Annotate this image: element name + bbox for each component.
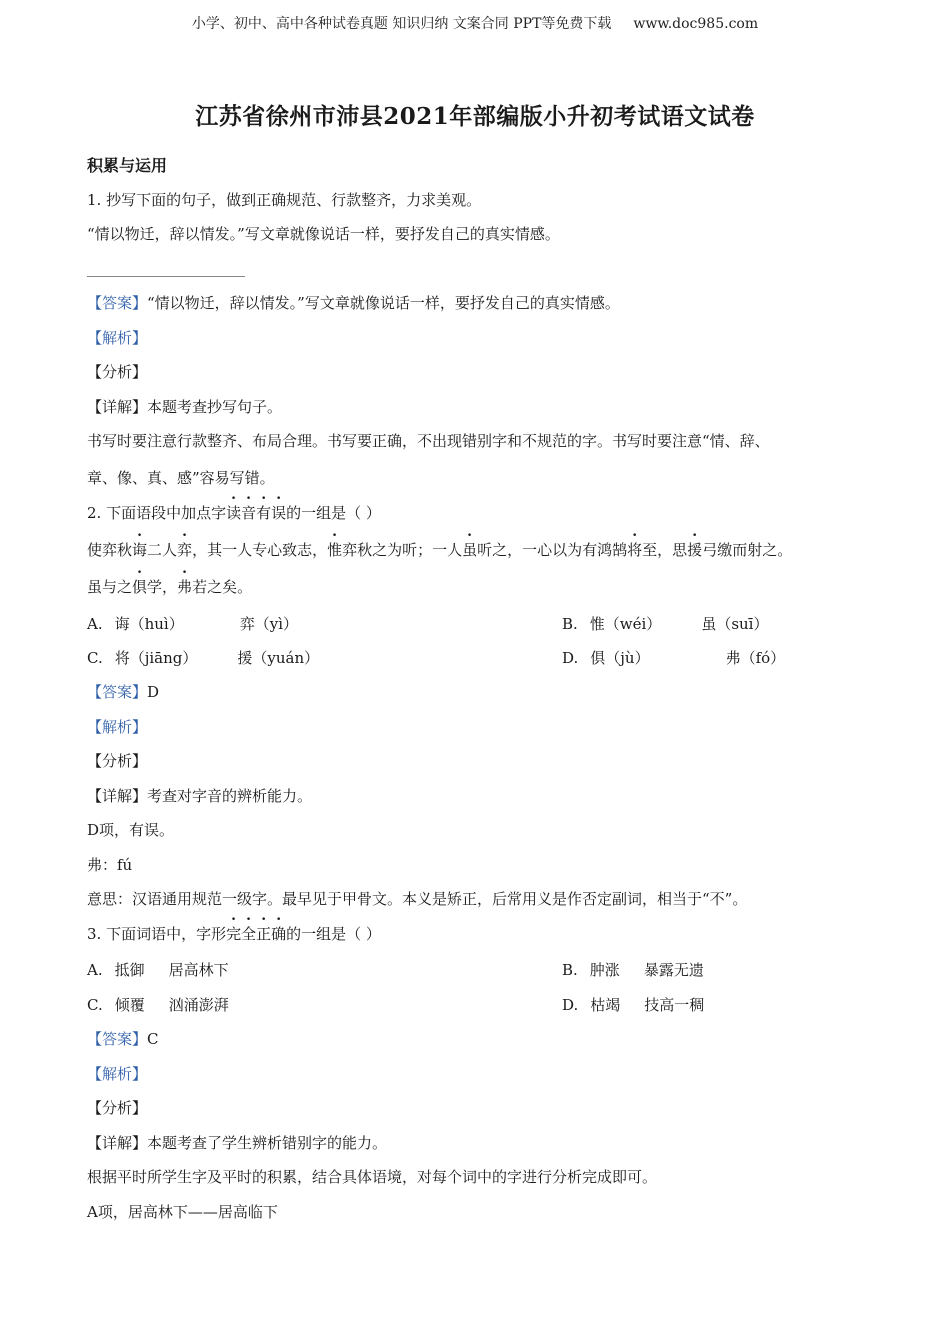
option-word-2: 弗（fó） (725, 649, 786, 667)
option-word-2: 暴露无遗 (643, 961, 704, 979)
detail-tag: 【详解】 (87, 787, 148, 805)
dotted-char: 诲 (132, 541, 148, 559)
q3-answer (87, 1029, 159, 1049)
q2-line-d: D项，有误。 (87, 821, 175, 839)
passage-text: 听之，一心以为有鸿鹄 (477, 541, 628, 559)
option-word-2: 技高一稠 (644, 996, 705, 1014)
q2-option-d[interactable] (562, 648, 785, 668)
q2-options-row-1 (87, 614, 950, 634)
q2-passage-line-2 (87, 577, 252, 597)
option-word-1: 俱（jù） (590, 649, 650, 667)
passage-text: 弓缴而射之。 (702, 541, 793, 559)
option-word-1: 惟（wéi） (589, 615, 662, 633)
option-word-2: 居高林下 (168, 961, 229, 979)
passage-text: 使弈秋 (87, 541, 133, 559)
passage-text: 学， (147, 578, 178, 596)
passage-text: 若之矣。 (192, 578, 253, 596)
option-label: D. (562, 649, 579, 667)
option-word-2: 援（yuán） (237, 649, 320, 667)
dotted-char: 惟 (327, 541, 343, 559)
option-label: A. (87, 961, 103, 979)
answer-tag: 【答案】 (87, 683, 148, 701)
q3-options-row-1 (87, 960, 950, 980)
q2-line-meaning: 意思：汉语通用规范一级字。最早见于甲骨文。本义是矫正，后常用义是作否定副词，相当于“不”。 (87, 890, 748, 908)
answer-text: “情以物迁，辞以情发。”写文章就像说话一样，要抒发自己的真实情感。 (147, 294, 620, 312)
q2-passage-line-1 (87, 540, 792, 560)
q2-fenxi: 【分析】 (87, 752, 148, 770)
option-word-1: 倾覆 (114, 996, 145, 1014)
option-word-1: 抵御 (114, 961, 145, 979)
dotted-char: 正 (256, 925, 272, 943)
q1-answer-blank[interactable] (87, 276, 245, 277)
option-label: A. (87, 615, 103, 633)
q3-detail (87, 1133, 387, 1153)
option-word-2: 弈（yì） (239, 615, 299, 633)
q3-stem (87, 924, 381, 944)
answer-text: D (147, 683, 160, 701)
passage-text: 弈秋之为听；一人 (342, 541, 463, 559)
answer-tag: 【答案】 (87, 1030, 148, 1048)
detail-text: 考查对字音的辨析能力。 (147, 787, 313, 805)
q2-option-c[interactable] (87, 649, 319, 667)
q2-options-row-2 (87, 648, 950, 668)
option-word-1: 将（jiāng） (114, 649, 198, 667)
dotted-char: 有 (256, 504, 272, 522)
option-label: B. (562, 961, 578, 979)
option-word-1: 枯竭 (590, 996, 621, 1014)
q3-option-a[interactable] (87, 961, 229, 979)
q1-detail (87, 397, 282, 417)
q3-method: 根据平时所学生字及平时的积累，结合具体语境，对每个词中的字进行分析完成即可。 (87, 1168, 658, 1186)
option-word-2: 汹涌澎湃 (168, 996, 229, 1014)
header-text: 小学、初中、高中各种试卷真题 知识归纳 文案合同 PPT等免费下载 (191, 16, 612, 32)
section-heading: 积累与运用 (87, 156, 168, 175)
q1-sentence: “情以物迁，辞以情发。”写文章就像说话一样，要抒发自己的真实情感。 (87, 225, 560, 243)
q2-jiexi: 【解析】 (87, 718, 148, 736)
passage-text: 虽与之 (87, 578, 133, 596)
exam-title: 江苏省徐州市沛县2021年部编版小升初考试语文试卷 (195, 103, 755, 130)
q3-fenxi: 【分析】 (87, 1099, 148, 1117)
q2-line-fu: 弗：fú (87, 856, 133, 874)
detail-tag: 【详解】 (87, 398, 148, 416)
detail-tag: 【详解】 (87, 1134, 148, 1152)
q3-option-d[interactable] (562, 995, 704, 1015)
option-label: C. (87, 649, 103, 667)
option-word-1: 肿涨 (589, 961, 620, 979)
q3-option-b[interactable] (562, 960, 704, 980)
dotted-char: 完 (226, 925, 242, 943)
option-label: D. (562, 996, 579, 1014)
q3-line-a: A项，居高林下——居高临下 (87, 1203, 278, 1221)
passage-text: ，其一人专心致志， (192, 541, 328, 559)
dotted-char: 弈 (177, 541, 193, 559)
q3-option-c[interactable] (87, 996, 229, 1014)
dotted-char: 虽 (462, 541, 478, 559)
q2-answer (87, 682, 159, 702)
detail-text: 本题考查抄写句子。 (147, 398, 283, 416)
option-label: C. (87, 996, 103, 1014)
page-header (0, 13, 950, 33)
q3-jiexi: 【解析】 (87, 1065, 148, 1083)
passage-text: 至，思 (642, 541, 688, 559)
q1-explain-2: 章、像、真、感”容易写错。 (87, 469, 275, 487)
q2-option-a[interactable] (87, 615, 298, 633)
answer-text: C (147, 1030, 159, 1048)
q2-option-b[interactable] (562, 614, 768, 634)
q2-stem-a: 2. 下面语段中加点字 (87, 504, 227, 522)
q3-options-row-2 (87, 995, 950, 1015)
option-label: B. (562, 615, 578, 633)
q3-stem-b: 的一组是（ ） (286, 925, 381, 943)
dotted-char: 援 (687, 541, 703, 559)
answer-tag: 【答案】 (87, 294, 148, 312)
q3-stem-a: 3. 下面词语中，字形 (87, 925, 227, 943)
dotted-char: 音 (241, 504, 257, 522)
q1-jiexi: 【解析】 (87, 329, 148, 347)
q1-answer (87, 293, 620, 313)
q1-stem: 1. 抄写下面的句子，做到正确规范、行款整齐，力求美观。 (87, 191, 482, 209)
dotted-char: 确 (271, 925, 287, 943)
q2-detail (87, 786, 312, 806)
dotted-char: 弗 (177, 578, 193, 596)
dotted-char: 读 (226, 504, 242, 522)
q2-stem (87, 503, 381, 523)
dotted-char: 全 (241, 925, 257, 943)
q2-stem-b: 的一组是（ ） (286, 504, 381, 522)
detail-text: 本题考查了学生辨析错别字的能力。 (147, 1134, 388, 1152)
dotted-char: 俱 (132, 578, 148, 596)
header-url[interactable]: www.doc985.com (633, 16, 759, 32)
passage-text: 二人 (147, 541, 178, 559)
option-word-1: 诲（huì） (114, 615, 184, 633)
q1-fenxi: 【分析】 (87, 363, 148, 381)
option-word-2: 虽（suī） (701, 615, 769, 633)
q1-explain-1: 书写时要注意行款整齐、布局合理。书写要正确，不出现错别字和不规范的字。书写时要注意“情、辞、 (87, 432, 770, 450)
dotted-char: 将 (627, 541, 643, 559)
dotted-char: 误 (271, 504, 287, 522)
